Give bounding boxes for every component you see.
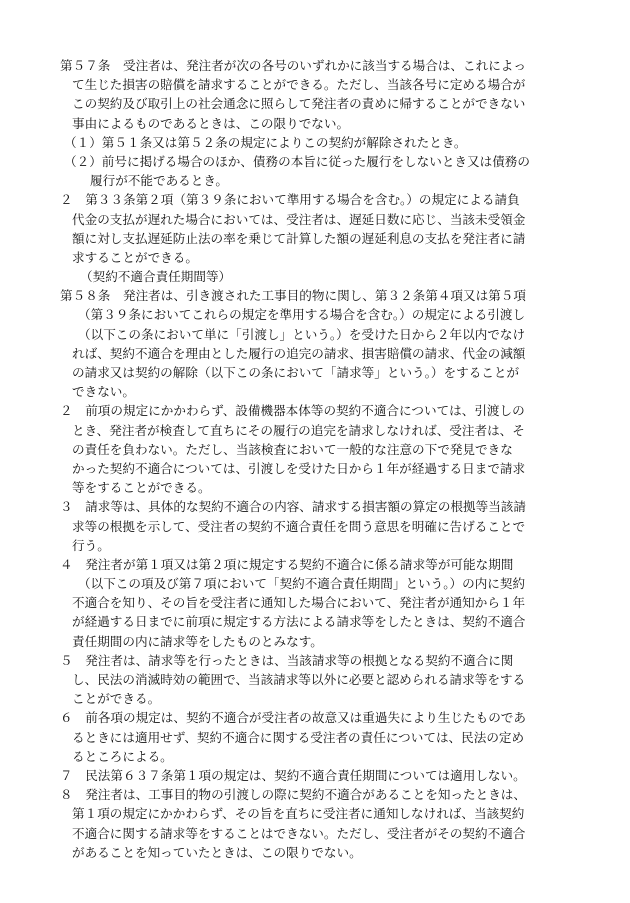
text-line: ６ 前各項の規定は、契約不適合が受注者の故意又は重過失により生じたものであ [60, 710, 526, 726]
text-line: 履行が不能であるとき。 [90, 173, 229, 189]
text-line: （２）前号に掲げる場合のほか、債務の本旨に従った履行をしないとき又は債務の [64, 153, 530, 169]
text-line: この契約及び取引上の社会通念に照らして発注者の責めに帰することができない [72, 96, 526, 112]
text-line: るところによる。 [72, 748, 173, 764]
text-line: し、民法の消滅時効の範囲で、当該請求等以外に必要と認められる請求等をする [72, 672, 526, 687]
text-line: 求することができる。 [72, 249, 198, 265]
text-line: （以下この項及び第７項において「契約不適合責任期間」という。）の内に契約 [78, 576, 526, 592]
text-line: ことができる。 [72, 691, 161, 707]
text-line: 第５８条 発注者は、引き渡された工事目的物に関し、第３２条第４項又は第５項 [60, 288, 526, 304]
text-line: ５ 発注者は、請求等を行ったときは、当該請求等の根拠となる契約不適合に関 [60, 652, 514, 668]
text-line: 代金の支払が遅れた場合においては、受注者は、遅延日数に応じ、当該未受領金 [72, 211, 526, 227]
text-line: （以下この条において単に「引渡し」という。）を受けた日から２年以内でなけ [78, 326, 526, 342]
text-line: て生じた損害の賠償を請求することができる。ただし、当該各号に定める場合が [72, 77, 526, 93]
text-line: があることを知っていたときは、この限りでない。 [72, 844, 362, 860]
text-line: 不適合に関する請求等をすることはできない。ただし、受注者がその契約不適合 [72, 825, 526, 841]
text-line: ４ 発注者が第１項又は第２項に規定する契約不適合に係る請求等が可能な期間 [60, 556, 514, 572]
text-line: ８ 発注者は、工事目的物の引渡しの際に契約不適合があることを知ったときは、 [60, 787, 526, 803]
text-line: 求等の根拠を示して、受注者の契約不適合責任を問う意思を明確に告げることで [72, 518, 526, 534]
text-line: 額に対し支払遅延防止法の率を乗じて計算した額の遅延利息の支払を発注者に請 [72, 230, 526, 246]
text-line: 第１項の規定にかかわらず、その旨を直ちに受注者に通知しなければ、当該契約 [72, 806, 525, 822]
text-line: るときには適用せず、契約不適合に関する受注者の責任については、民法の定め [72, 729, 525, 745]
text-line: ７ 民法第６３７条第１項の規定は、契約不適合責任期間については適用しない。 [60, 767, 526, 783]
text-line: ２ 前項の規定にかかわらず、設備機器本体等の契約不適合については、引渡しの [60, 403, 525, 419]
text-line: できない。 [72, 384, 135, 400]
text-line: 第５７条 受注者は、発注者が次の各号のいずれかに該当する場合は、これによっ [60, 58, 526, 73]
text-line: （１）第５１条又は第５２条の規定によりこの契約が解除されたとき。 [64, 134, 467, 150]
text-line: 等をすることができる。 [72, 480, 211, 496]
text-line: とき、発注者が検査して直ちにその履行の追完を請求しなければ、受注者は、そ [72, 422, 525, 438]
text-line: れば、契約不適合を理由とした履行の追完の請求、損害賠償の請求、代金の減額 [72, 345, 526, 361]
text-line: かった契約不適合については、引渡しを受けた日から１年が経過する日まで請求 [72, 460, 526, 476]
text-line: 行う。 [72, 537, 110, 553]
text-line: の責任を負わない。ただし、当該検査において一般的な注意の下で発見できな [72, 441, 513, 457]
document-page [0, 56, 630, 862]
text-line: （第３９条においてこれらの規定を準用する場合を含む。）の規定による引渡し [78, 307, 526, 323]
text-line: ３ 請求等は、具体的な契約不適合の内容、請求する損害額の算定の根拠等当該請 [60, 499, 526, 515]
section-heading: （契約不適合責任期間等） [80, 269, 232, 285]
text-line: 不適合を知り、その旨を受注者に通知した場合において、発注者が通知から１年 [72, 595, 526, 611]
text-line: の請求又は契約の解除（以下この条において「請求等」という。）をすることが [72, 365, 520, 380]
text-line: 責任期間の内に請求等をしたものとみなす。 [72, 633, 323, 649]
text-line: が経過する日までに前項に規定する方法による請求等をしたときは、契約不適合 [72, 614, 526, 630]
text-line: 事由によるものであるときは、この限りでない。 [72, 115, 350, 131]
text-line: ２ 第３３条第２項（第３９条において準用する場合を含む。）の規定による請負 [60, 192, 520, 208]
